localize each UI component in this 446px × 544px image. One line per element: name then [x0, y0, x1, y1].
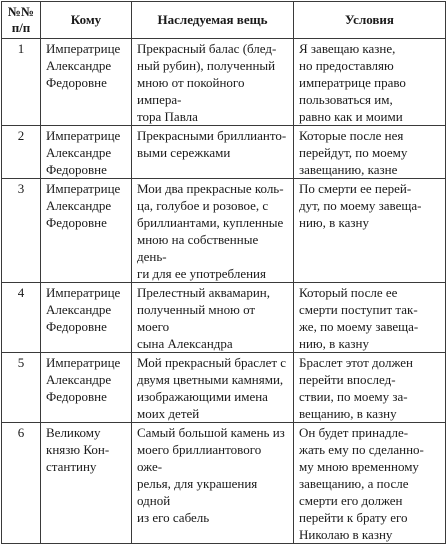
table-row	[2, 283, 446, 353]
item-cell: Мои два прекрасные коль- ца, голубое и розовое, с бриллиантами, купленные мною на собственные день- ги для ее употребления	[132, 179, 294, 283]
inheritance-table	[1, 1, 446, 544]
item-cell: Прекрасный балас (блед- ный рубин), полученный мною от покойного импера- тора Павла	[132, 39, 294, 126]
row-number: 3	[2, 179, 41, 283]
conditions-cell: Он будет принадле- жать ему по сделанно- му мною временному завещанию, а после смерти его должен перейти к брату его Николаю в казну	[294, 423, 446, 544]
conditions-cell: По смерти ее перей- дут, по моему завеща- нию, в казну	[294, 179, 446, 283]
recipient-cell: Императрице Александре Федоровне	[41, 179, 132, 283]
recipient-cell: Императрице Александре Федоровне	[41, 39, 132, 126]
conditions-cell: Я завещаю казне, но предоставляю императрице право пользоваться им, равно как и моими	[294, 39, 446, 126]
row-number: 5	[2, 353, 41, 423]
header-inherited-item: Наследуемая вещь	[132, 2, 294, 39]
recipient-cell: Императрице Александре Федоровне	[41, 353, 132, 423]
item-cell: Прелестный аквамарин, полученный мною от моего сына Александра	[132, 283, 294, 353]
table-row	[2, 179, 446, 283]
item-cell: Самый большой камень из моего бриллиантового оже- релья, для украшения одной из его сабель	[132, 423, 294, 544]
conditions-cell: Который после ее смерти поступит так- же, по моему завеща- нию, в казну	[294, 283, 446, 353]
table-row	[2, 126, 446, 179]
table-row	[2, 39, 446, 126]
recipient-cell: Великому князю Кон- стантину	[41, 423, 132, 544]
table-header-row	[2, 2, 446, 39]
row-number: 4	[2, 283, 41, 353]
item-cell: Прекрасными бриллианто- выми сережками	[132, 126, 294, 179]
table-row	[2, 353, 446, 423]
table-row	[2, 423, 446, 544]
header-number: №№ п/п	[2, 2, 41, 39]
row-number: 2	[2, 126, 41, 179]
item-cell: Мой прекрасный браслет с двумя цветными камнями, изображающими имена моих детей	[132, 353, 294, 423]
row-number: 1	[2, 39, 41, 126]
row-number: 6	[2, 423, 41, 544]
recipient-cell: Императрице Александре Федоровне	[41, 283, 132, 353]
header-conditions: Условия	[294, 2, 446, 39]
conditions-cell: Которые после нея перейдут, по моему завещанию, казне	[294, 126, 446, 179]
header-recipient: Кому	[41, 2, 132, 39]
recipient-cell: Императрице Александре Федоровне	[41, 126, 132, 179]
conditions-cell: Браслет этот должен перейти впослед- ствии, по моему за- вещанию, в казну	[294, 353, 446, 423]
